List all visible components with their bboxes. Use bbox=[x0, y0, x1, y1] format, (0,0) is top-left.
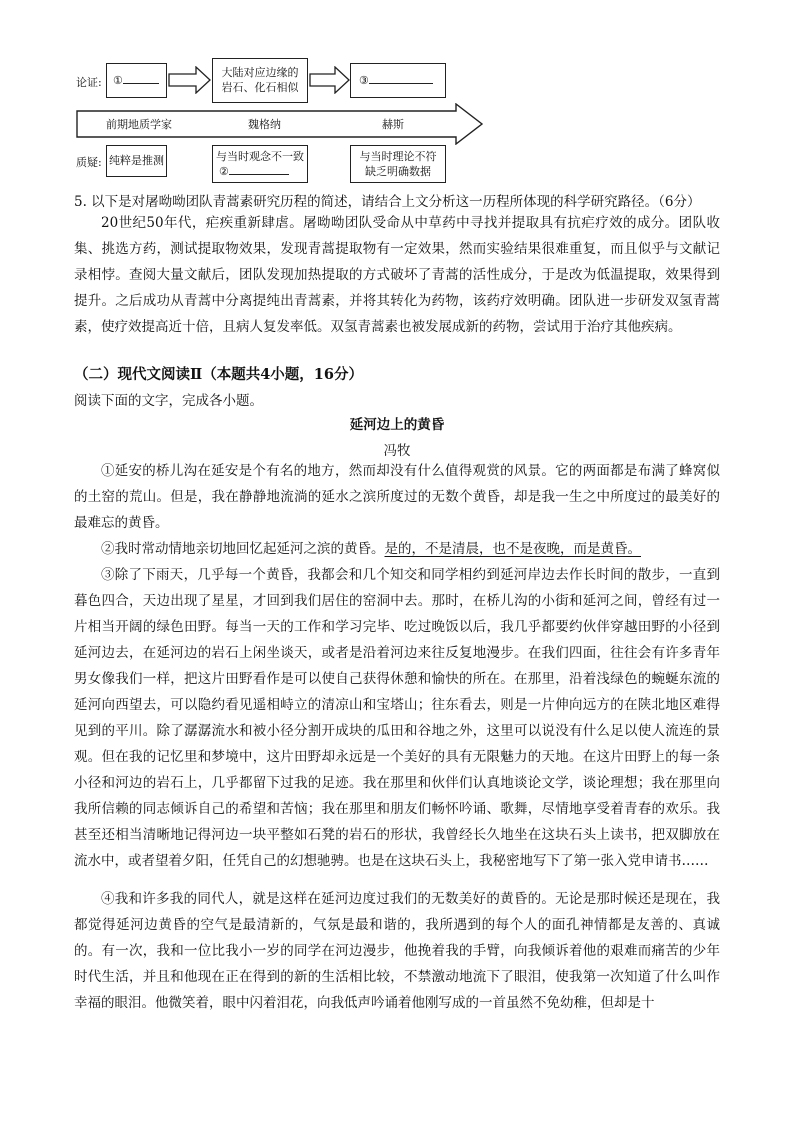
paragraph-2-text: ②我时常动情地亲切地回忆起延河之滨的黄昏。 bbox=[101, 541, 385, 557]
diagram-row-label-doubt: 质疑: bbox=[76, 156, 102, 169]
timeline-item-wegener: 魏格纳 bbox=[248, 118, 281, 131]
doubt-box3-line1: 与当时理论不符 bbox=[359, 150, 437, 163]
section-instruction: 阅读下面的文字，完成各小题。 bbox=[74, 393, 263, 409]
article-author: 冯牧 bbox=[383, 443, 411, 459]
paragraph-2 bbox=[74, 536, 720, 562]
paragraph-1: ①延安的桥儿沟在延安是个有名的地方，然而却没有什么值得观赏的风景。它的两面都是布满了蜂窝似的土窑的荒山。但是，我在静静地流淌的延水之滨所度过的无数个黄昏，却是我一生之中所度过的最美好的最难忘的黄昏。 bbox=[74, 463, 720, 531]
doubt-box2-blank bbox=[213, 164, 307, 179]
argument-box-2 bbox=[212, 58, 308, 103]
argument-box-3 bbox=[350, 63, 446, 98]
doubt-box3-line2: 缺乏明确数据 bbox=[365, 165, 431, 178]
diagram-row-label-argument: 论证: bbox=[76, 76, 102, 89]
article-title: 延河边上的黄昏 bbox=[349, 417, 445, 433]
flow-arrow-icon bbox=[168, 66, 212, 94]
answer-blank bbox=[123, 73, 159, 84]
flow-arrow-icon bbox=[309, 66, 351, 94]
doubt-box-3 bbox=[350, 145, 446, 183]
question-5-prompt: 5. 以下是对屠呦呦团队青蒿素研究历程的简述，请结合上文分析这一历程所体现的科学研究路径。（6分） bbox=[74, 194, 701, 210]
blank-marker-3: ③ bbox=[359, 74, 369, 87]
box2-line1: 大陆对应边缘的 bbox=[221, 66, 299, 79]
doubt-box-1: 纯粹是推测 bbox=[106, 145, 167, 177]
answer-blank bbox=[229, 165, 289, 175]
argument-box-1 bbox=[106, 63, 167, 98]
timeline-item-hess: 赫斯 bbox=[382, 118, 404, 131]
question-5-passage: 20世纪50年代，疟疾重新肆虐。屠呦呦团队受命从中草药中寻找并提取具有抗疟疗效的成分。团队收集、挑选方药，测试提取物效果，发现青蒿提取物有一定效果，然而实验结果很难重复，而且似乎与文献记录相悖。查阅大量文献后，团队发现加热提取的方式破坏了青蒿的活性成分，于是改为低温提取，效果得到提升。之后成功从青蒿中分离提纯出青蒿素，并将其转化为药物，该药疗效明确。团队进一步研发双氢青蒿素，使疗效提高近十倍，且病人复发率低。双氢青蒿素也被发展成新的药物，尝试用于治疗其他疾病。 bbox=[74, 215, 720, 335]
paragraph-4: ④我和许多我的同代人，就是这样在延河边度过我们的无数美好的黄昏的。无论是那时候还是现在，我都觉得延河边黄昏的空气是最清新的，气氛是最和谐的，我所遇到的每个人的面孔神情都是友善的、真诚的。有一次，我和一位比我小一岁的同学在河边漫步，他挽着我的手臂，向我倾诉着他的艰难而痛苦的少年时代生活，并且和他现在正在得到的新的生活相比较，不禁激动地流下了眼泪，使我第一次知道了什么叫作幸福的眼泪。他微笑着，眼中闪着泪花，向我低声吟诵着他刚写成的一首虽然不免幼稚，但却是十 bbox=[74, 891, 720, 1011]
doubt-box-2 bbox=[212, 145, 308, 183]
timeline-item-early-geologists: 前期地质学家 bbox=[106, 118, 172, 131]
paragraph-3: ③除了下雨天，几乎每一个黄昏，我都会和几个知交和同学相约到延河岸边去作长时间的散步，一直到暮色四合，天边出现了星星，才回到我们居住的窑洞中去。那时，在桥儿沟的小街和延河之间，曾经有过一片相当开阔的绿色田野。每当一天的工作和学习完毕、吃过晚饭以后，我几乎都要约伙伴穿越田野的小径到延河边去，在延河边的岩石上闲坐谈天，或者是沿着河边来往反复地漫步。在我们四面，往往会有许多青年男女像我们一样，把这片田野看作是可以使自己获得休憩和愉快的所在。在那里，沿着浅绿色的蜿蜒东流的延河向西望去，可以隐约看见遥相峙立的清凉山和宝塔山；往东看去，则是一片伸向远方的在陕北地区难得见到的平川。除了潺潺流水和被小径分割开成块的瓜田和谷地之外，这里可以说没有什么足以使人流连的景观。但在我的记忆里和梦境中，这片田野却永远是一个美好的具有无限魅力的天地。在这片田野上的每一条小径和河边的岩石上，几乎都留下过我的足迹。我在那里和伙伴们认真地谈论文学，谈论理想；我在那里向我所信赖的同志倾诉自己的希望和苦恼；我在那里和朋友们畅怀吟诵、歌舞，尽情地享受着青春的欢乐。我甚至还相当清晰地记得河边一块平整如石凳的岩石的形状，我曾经长久地坐在这块石头上读书，把双脚放在流水中，或者望着夕阳，任凭自己的幻想驰骋。也是在这块石头上，我秘密地写下了第一张入党申请书…… bbox=[74, 567, 720, 869]
blank-marker-1: ① bbox=[113, 74, 123, 87]
blank-marker-2: ② bbox=[219, 165, 229, 178]
doubt-box2-text: 与当时观念不一致 bbox=[216, 150, 304, 163]
section-heading: （二）现代文阅读Ⅱ（本题共4小题，16分） bbox=[74, 366, 363, 383]
paragraph-2-underlined: 是的，不是清晨，也不是夜晚，而是黄昏。 bbox=[384, 541, 641, 557]
answer-blank bbox=[369, 73, 433, 84]
box2-line2: 岩石、化石相似 bbox=[221, 81, 299, 94]
